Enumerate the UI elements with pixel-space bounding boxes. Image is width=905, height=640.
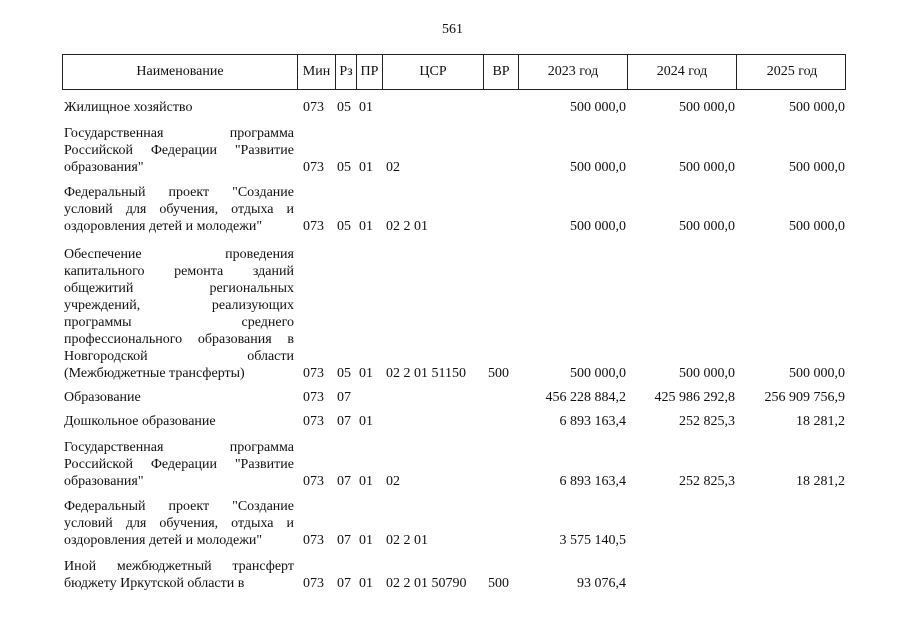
- table-header: [62, 54, 846, 90]
- header-2024: 2024 год: [627, 55, 736, 89]
- row-name: [64, 413, 294, 430]
- header-rz: Рз: [335, 55, 356, 89]
- table-row: [0, 389, 905, 406]
- table-row: [0, 246, 905, 382]
- row-rz: 07: [337, 390, 351, 405]
- row-name-line: Новгородской области: [64, 349, 294, 364]
- table-row: [0, 99, 905, 116]
- row-pr: 01: [359, 414, 373, 429]
- row-2023: 6 893 163,4: [559, 474, 626, 489]
- row-name-line: профессионального образования в: [64, 332, 294, 347]
- row-2023: 93 076,4: [577, 576, 626, 591]
- row-2024: 252 825,3: [679, 474, 735, 489]
- row-2024: 500 000,0: [679, 219, 735, 234]
- row-2024: 500 000,0: [679, 100, 735, 115]
- row-name-line: Государственная программа: [64, 440, 294, 455]
- row-rz: 07: [337, 533, 351, 548]
- row-name-line: условий для обучения, отдыха и: [64, 516, 294, 531]
- header-2025: 2025 год: [736, 55, 847, 89]
- row-2023: 456 228 884,2: [545, 390, 626, 405]
- row-name-line: Дошкольное образование: [64, 414, 216, 429]
- row-min: 073: [303, 390, 324, 405]
- row-name: [64, 389, 294, 406]
- row-pr: 01: [359, 100, 373, 115]
- row-2023: 500 000,0: [570, 219, 626, 234]
- row-name-line: Федеральный проект "Создание: [64, 185, 294, 200]
- header-pr: ПР: [356, 55, 382, 89]
- row-pr: 01: [359, 219, 373, 234]
- row-name-line: Образование: [64, 390, 141, 405]
- header-name: Наименование: [136, 64, 224, 79]
- row-min: 073: [303, 100, 324, 115]
- row-pr: 01: [359, 160, 373, 175]
- table-row: [0, 184, 905, 235]
- row-name-line: капитального ремонта зданий: [64, 264, 294, 279]
- row-name-line: Обеспечение проведения: [64, 247, 294, 262]
- row-2023: 3 575 140,5: [559, 533, 626, 548]
- row-2025: 500 000,0: [789, 100, 845, 115]
- row-2024: 500 000,0: [679, 160, 735, 175]
- row-rz: 05: [337, 219, 351, 234]
- row-name-line: Жилищное хозяйство: [64, 100, 193, 115]
- row-2025: 18 281,2: [796, 474, 845, 489]
- row-name: [64, 498, 294, 549]
- row-min: 073: [303, 160, 324, 175]
- row-name: [64, 184, 294, 235]
- row-name: [64, 246, 294, 382]
- row-name-line: Российской Федерации "Развитие: [64, 143, 294, 158]
- row-2023: 500 000,0: [570, 100, 626, 115]
- row-name-line: Российской Федерации "Развитие: [64, 457, 294, 472]
- row-rz: 05: [337, 100, 351, 115]
- row-pr: 01: [359, 576, 373, 591]
- row-pr: 01: [359, 366, 373, 381]
- table-row: [0, 439, 905, 490]
- row-min: 073: [303, 533, 324, 548]
- row-csr: 02 2 01 51150: [386, 366, 466, 381]
- row-name-line: образования": [64, 474, 144, 489]
- row-2023: 500 000,0: [570, 160, 626, 175]
- row-name-line: Иной межбюджетный трансферт: [64, 559, 294, 574]
- row-name: [64, 439, 294, 490]
- row-pr: 01: [359, 533, 373, 548]
- row-name-line: (Межбюджетные трансферты): [64, 366, 245, 381]
- row-min: 073: [303, 414, 324, 429]
- header-2023: 2023 год: [518, 55, 627, 89]
- row-name-line: бюджету Иркутской области в: [64, 576, 245, 591]
- row-csr: 02: [386, 474, 400, 489]
- row-name: [64, 558, 294, 592]
- row-rz: 05: [337, 366, 351, 381]
- row-rz: 07: [337, 474, 351, 489]
- row-2024: 500 000,0: [679, 366, 735, 381]
- row-name: [64, 125, 294, 176]
- row-2023: 6 893 163,4: [559, 414, 626, 429]
- row-rz: 05: [337, 160, 351, 175]
- row-vr: 500: [488, 576, 509, 591]
- row-name-line: оздоровления детей и молодежи": [64, 219, 263, 234]
- header-vr: ВР: [483, 55, 518, 89]
- row-rz: 07: [337, 414, 351, 429]
- row-name-line: программы среднего: [64, 315, 294, 330]
- row-name-line: Федеральный проект "Создание: [64, 499, 294, 514]
- row-name-line: образования": [64, 160, 144, 175]
- row-vr: 500: [488, 366, 509, 381]
- table-row: [0, 498, 905, 549]
- row-csr: 02 2 01: [386, 533, 428, 548]
- row-2023: 500 000,0: [570, 366, 626, 381]
- row-2025: 500 000,0: [789, 160, 845, 175]
- row-name: [64, 99, 294, 116]
- row-name-line: общежитий региональных: [64, 281, 294, 296]
- row-name-line: учреждений, реализующих: [64, 298, 294, 313]
- row-pr: 01: [359, 474, 373, 489]
- row-csr: 02 2 01 50790: [386, 576, 467, 591]
- table-row: [0, 413, 905, 430]
- row-csr: 02: [386, 160, 400, 175]
- row-min: 073: [303, 366, 324, 381]
- row-min: 073: [303, 576, 324, 591]
- row-2024: 252 825,3: [679, 414, 735, 429]
- row-2025: 500 000,0: [789, 366, 845, 381]
- row-csr: 02 2 01: [386, 219, 428, 234]
- row-name-line: условий для обучения, отдыха и: [64, 202, 294, 217]
- row-min: 073: [303, 219, 324, 234]
- row-2025: 256 909 756,9: [764, 390, 845, 405]
- row-min: 073: [303, 474, 324, 489]
- page-number: 561: [442, 22, 463, 37]
- header-csr: ЦСР: [382, 55, 483, 89]
- header-min: Мин: [297, 55, 335, 89]
- table-row: [0, 558, 905, 592]
- row-2025: 500 000,0: [789, 219, 845, 234]
- row-2024: 425 986 292,8: [654, 390, 735, 405]
- row-2025: 18 281,2: [796, 414, 845, 429]
- row-rz: 07: [337, 576, 351, 591]
- row-name-line: оздоровления детей и молодежи": [64, 533, 263, 548]
- row-name-line: Государственная программа: [64, 126, 294, 141]
- table-row: [0, 125, 905, 176]
